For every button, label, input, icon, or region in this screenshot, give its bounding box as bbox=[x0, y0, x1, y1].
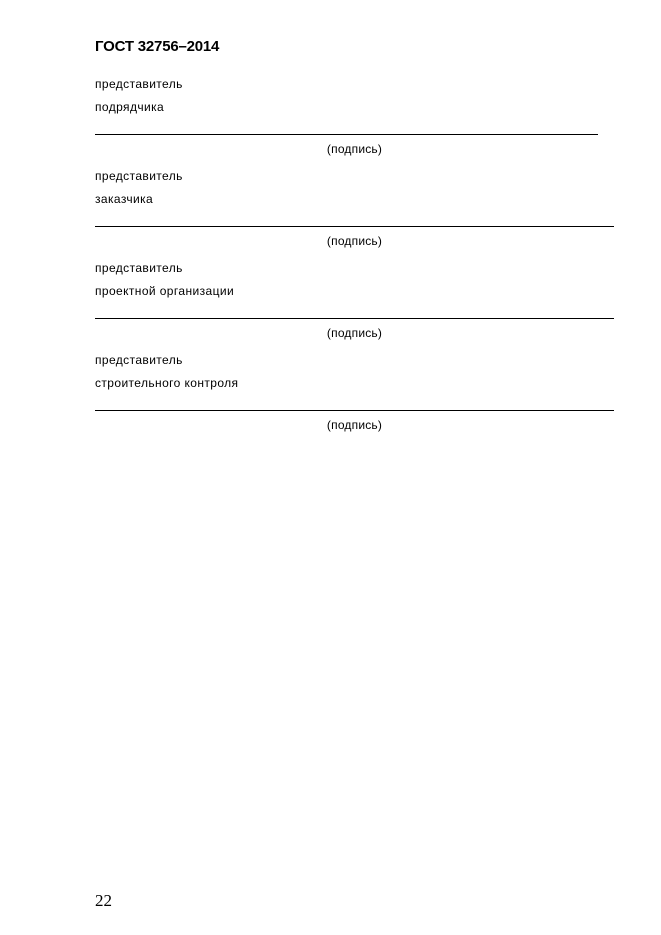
document-standard-title: ГОСТ 32756–2014 bbox=[95, 38, 220, 55]
role-label-line2: проектной организации bbox=[95, 284, 235, 298]
role-label-line1: представитель bbox=[95, 77, 183, 91]
role-label-line2: подрядчика bbox=[95, 100, 165, 114]
signature-caption: (подпись) bbox=[326, 326, 383, 340]
signature-line bbox=[95, 226, 614, 227]
role-label-line1: представитель bbox=[95, 353, 183, 367]
role-label-line1: представитель bbox=[95, 261, 183, 275]
page-number: 22 bbox=[95, 891, 112, 910]
role-label-line2: строительного контроля bbox=[95, 376, 239, 390]
signature-caption: (подпись) bbox=[326, 418, 383, 432]
role-label-line2: заказчика bbox=[95, 192, 154, 206]
signature-line bbox=[95, 134, 598, 135]
signature-line bbox=[95, 318, 614, 319]
signature-caption: (подпись) bbox=[326, 142, 383, 156]
role-label-line1: представитель bbox=[95, 169, 183, 183]
signature-line bbox=[95, 410, 614, 411]
signature-caption: (подпись) bbox=[326, 234, 383, 248]
